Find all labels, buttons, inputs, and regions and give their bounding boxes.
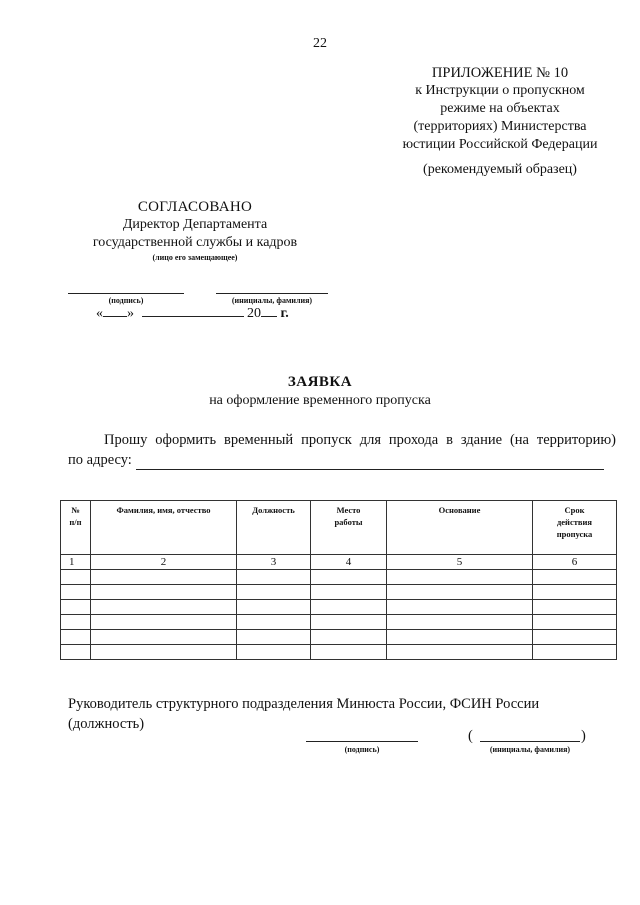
table-cell[interactable] [91, 630, 237, 645]
table-cell[interactable] [311, 570, 387, 585]
table-number-row [61, 555, 617, 570]
signer-title: Руководитель структурного подразделения Минюста России, ФСИН России [68, 696, 540, 712]
table-row[interactable] [61, 600, 617, 615]
appendix-line: (территориях) Министерства [413, 119, 587, 134]
page-number: 22 [313, 36, 327, 51]
year-prefix: 20 [247, 306, 261, 321]
column-number: 1 [61, 555, 91, 570]
table-cell[interactable] [311, 645, 387, 660]
table-cell[interactable] [311, 615, 387, 630]
table-cell[interactable] [61, 645, 91, 660]
table-cell[interactable] [61, 630, 91, 645]
column-number: 6 [533, 555, 617, 570]
signer-paren-close: ) [581, 728, 586, 744]
column-number: 4 [311, 555, 387, 570]
column-number: 5 [387, 555, 533, 570]
header-validity: Срок действия пропуска [533, 501, 617, 555]
address-row [68, 450, 616, 470]
header-position: Должность [237, 501, 311, 555]
table-cell[interactable] [387, 570, 533, 585]
appendix-header [382, 64, 618, 154]
table-cell[interactable] [311, 600, 387, 615]
persons-table [60, 500, 617, 660]
header-basis: Основание [387, 501, 533, 555]
approval-date [96, 304, 289, 322]
table-cell[interactable] [387, 645, 533, 660]
table-cell[interactable] [237, 570, 311, 585]
header-full-name: Фамилия, имя, отчество [91, 501, 237, 555]
approval-signature-label: (подпись) [108, 296, 144, 305]
table-cell[interactable] [533, 600, 617, 615]
table-cell[interactable] [533, 570, 617, 585]
address-label: по адресу: [68, 452, 132, 468]
table-cell[interactable] [237, 630, 311, 645]
request-text [68, 430, 616, 470]
column-number: 2 [91, 555, 237, 570]
appendix-title: ПРИЛОЖЕНИЕ № 10 [431, 65, 569, 81]
table-header-row [61, 501, 617, 555]
signer-block [68, 694, 616, 734]
header-number: № п/п [61, 501, 91, 555]
sample-note: (рекомендуемый образец) [423, 162, 577, 177]
approval-position: Директор Департамента [122, 217, 268, 232]
table-cell[interactable] [533, 630, 617, 645]
table-cell[interactable] [91, 600, 237, 615]
table-cell[interactable] [237, 585, 311, 600]
appendix-line: к Инструкции о пропускном [415, 83, 585, 98]
table-cell[interactable] [387, 630, 533, 645]
table-cell[interactable] [91, 585, 237, 600]
appendix-line: режиме на объектах [440, 101, 560, 116]
table-row[interactable] [61, 615, 617, 630]
approval-signature-line[interactable] [68, 293, 184, 294]
table-cell[interactable] [91, 645, 237, 660]
table-cell[interactable] [237, 615, 311, 630]
approval-initials-label: (инициалы, фамилия) [231, 296, 313, 305]
table-cell[interactable] [237, 645, 311, 660]
table-row[interactable] [61, 630, 617, 645]
table-cell[interactable] [61, 570, 91, 585]
table-cell[interactable] [387, 600, 533, 615]
signer-signature-label: (подпись) [344, 745, 380, 754]
appendix-line: юстиции Российской Федерации [402, 137, 598, 152]
column-number: 3 [237, 555, 311, 570]
signer-signature-line[interactable] [306, 741, 418, 742]
table-cell[interactable] [387, 615, 533, 630]
address-input-line[interactable] [136, 455, 604, 470]
approval-department: государственной службы и кадров [92, 235, 298, 250]
table-cell[interactable] [61, 585, 91, 600]
signer-position-label: (должность) [68, 716, 145, 732]
document-title: ЗАЯВКА [287, 374, 353, 390]
table-cell[interactable] [533, 645, 617, 660]
signer-initials-label: (инициалы, фамилия) [489, 745, 571, 754]
table-cell[interactable] [533, 585, 617, 600]
year-blank[interactable] [261, 304, 277, 317]
table-cell[interactable] [533, 615, 617, 630]
approval-title: СОГЛАСОВАНО [137, 199, 253, 215]
approval-initials-line[interactable] [216, 293, 328, 294]
table-cell[interactable] [91, 615, 237, 630]
table-row[interactable] [61, 570, 617, 585]
table-cell[interactable] [61, 600, 91, 615]
request-line: Прошу оформить временный пропуск для прохода в здание (на территорию) [104, 432, 616, 448]
signer-paren-open: ( [468, 728, 473, 744]
date-close-quote: » [127, 306, 134, 321]
year-suffix: г. [280, 306, 289, 321]
table-cell[interactable] [311, 630, 387, 645]
approval-note: (лицо его замещающее) [152, 253, 238, 262]
table-cell[interactable] [311, 585, 387, 600]
header-workplace: Место работы [311, 501, 387, 555]
table-cell[interactable] [61, 615, 91, 630]
month-blank[interactable] [142, 304, 244, 317]
day-blank[interactable] [103, 304, 127, 317]
table-row[interactable] [61, 645, 617, 660]
document-subtitle: на оформление временного пропуска [209, 393, 431, 408]
approval-block [60, 198, 330, 264]
table-cell[interactable] [387, 585, 533, 600]
signer-initials-line[interactable] [480, 741, 580, 742]
table-cell[interactable] [91, 570, 237, 585]
table-cell[interactable] [237, 600, 311, 615]
table-row[interactable] [61, 585, 617, 600]
date-open-quote: « [96, 306, 103, 321]
